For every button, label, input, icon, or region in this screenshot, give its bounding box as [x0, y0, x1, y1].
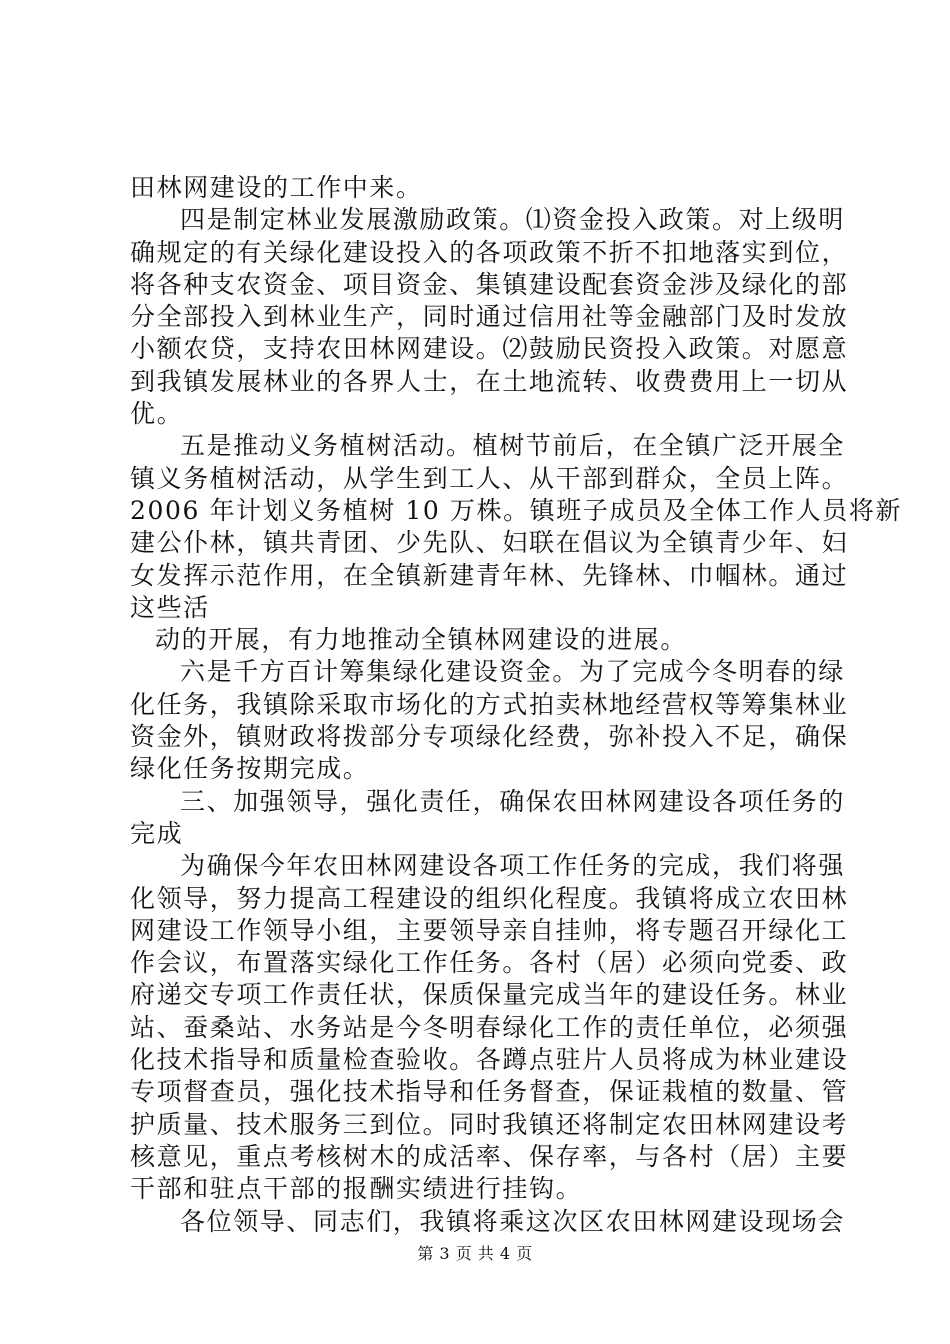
text-line: 站、蚕桑站、水务站是今冬明春绿化工作的责任单位，必须强	[130, 1012, 849, 1042]
text-line: 资金外，镇财政将拨部分专项绿化经费，弥补投入不足，确保	[130, 722, 849, 752]
document-body	[130, 172, 903, 1238]
text-line: 护质量、技术服务三到位。同时我镇还将制定农田林网建设考	[130, 1109, 849, 1139]
text-line: 田林网建设的工作中来。	[130, 173, 423, 202]
text-line: 动的开展，有力地推动全镇林网建设的进展。	[155, 625, 688, 655]
text-line: 这些活	[130, 592, 210, 622]
text-line: 到我镇发展林业的各界人士，在土地流转、收费费用上一切从	[130, 366, 849, 396]
text-line: 将各种支农资金、项目资金、集镇建设配套资金涉及绿化的部	[130, 269, 849, 299]
text-line: 完成	[130, 818, 184, 848]
text-line: 府递交专项工作责任状，保质保量完成当年的建设任务。林业	[130, 980, 849, 1010]
text-line: 化领导，努力提高工程建设的组织化程度。我镇将成立农田林	[130, 883, 849, 913]
text-line: 化任务，我镇除采取市场化的方式拍卖林地经营权等筹集林业	[130, 689, 849, 719]
text-line: 核意见，重点考核树木的成活率、保存率，与各村（居）主要	[130, 1141, 849, 1171]
text-line: 化技术指导和质量检查验收。各蹲点驻片人员将成为林业建设	[130, 1045, 849, 1075]
text-line: 建公仆林，镇共青团、少先队、妇联在倡议为全镇青少年、妇	[130, 528, 849, 558]
text-line: 干部和驻点干部的报酬实绩进行挂钩。	[130, 1174, 583, 1204]
text-line: 确规定的有关绿化建设投入的各项政策不折不扣地落实到位，	[130, 237, 849, 267]
text-line: 六是千方百计筹集绿化建设资金。为了完成今冬明春的绿	[180, 657, 846, 687]
text-line: 分全部投入到林业生产，同时通过信用社等金融部门及时发放	[130, 302, 849, 332]
page-footer: 第 3 页 共 4 页	[417, 1244, 533, 1263]
text-line: 绿化任务按期完成。	[130, 754, 370, 784]
text-line: 各位领导、同志们，我镇将乘这次区农田林网建设现场会	[180, 1206, 846, 1236]
text-line: 网建设工作领导小组，主要领导亲自挂帅，将专题召开绿化工	[130, 915, 849, 945]
text-line: 作会议，布置落实绿化工作任务。各村（居）必须向党委、政	[130, 948, 849, 978]
text-line: 镇义务植树活动，从学生到工人、从干部到群众，全员上阵。	[130, 463, 849, 493]
text-line: 专项督查员，强化技术指导和任务督查，保证栽植的数量、管	[130, 1077, 849, 1107]
text-line: 五是推动义务植树活动。植树节前后，在全镇广泛开展全	[180, 431, 846, 461]
text-line: 三、加强领导，强化责任，确保农田林网建设各项任务的	[180, 786, 846, 816]
text-line: 优。	[130, 399, 184, 429]
text-line: 小额农贷，支持农田林网建设。⑵鼓励民资投入政策。对愿意	[130, 334, 849, 364]
text-line: 为确保今年农田林网建设各项工作任务的完成，我们将强	[180, 851, 846, 881]
text-line: 四是制定林业发展激励政策。⑴资金投入政策。对上级明	[180, 205, 846, 235]
text-line: 女发挥示范作用，在全镇新建青年林、先锋林、巾帼林。通过	[130, 560, 849, 590]
text-line: 2006 年计划义务植树 10 万株。镇班子成员及全体工作人员将新	[130, 495, 903, 525]
